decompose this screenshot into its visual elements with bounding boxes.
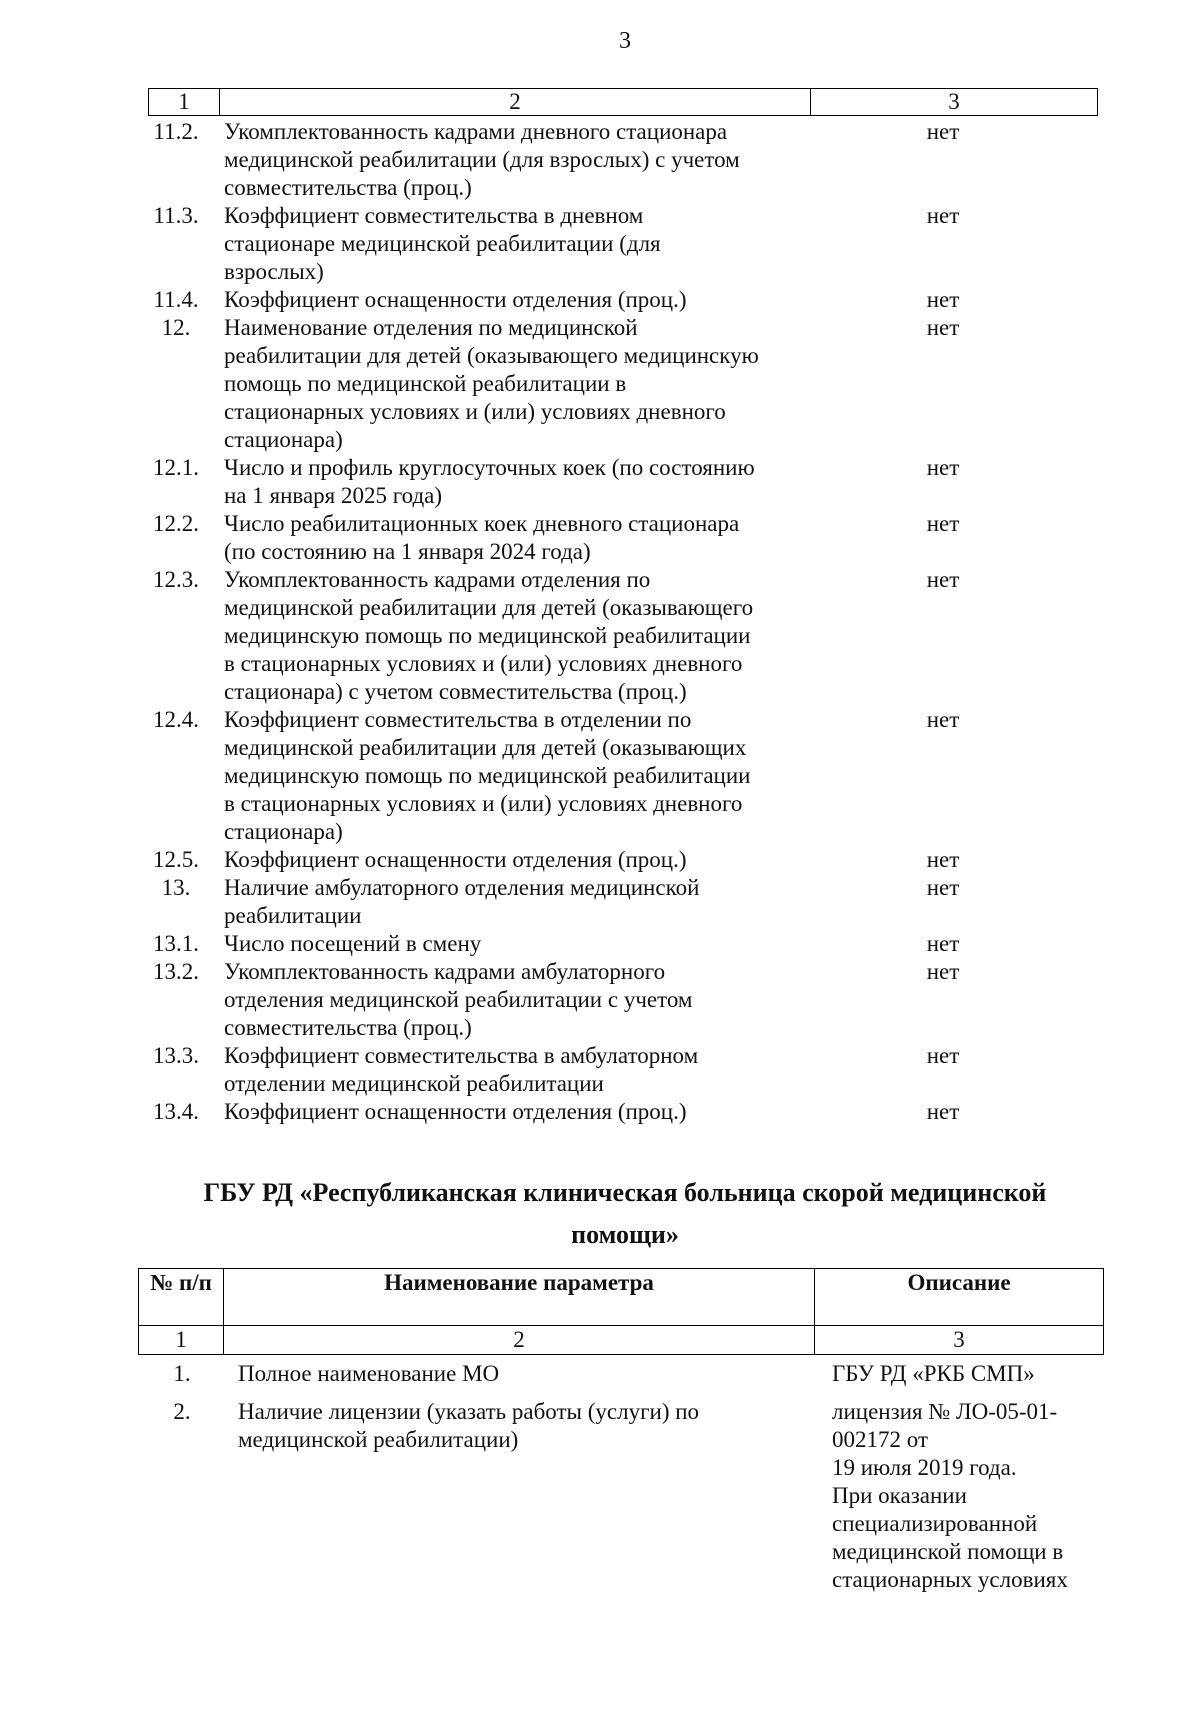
row-number: 13. <box>161 875 191 900</box>
row-number: 13.2. <box>153 959 199 984</box>
organization-parameter-list <box>138 1360 1104 1594</box>
value-line: При оказании <box>832 1483 967 1508</box>
parameter-name <box>212 1098 806 1126</box>
table-row <box>140 874 1080 930</box>
table-row <box>138 1360 1104 1388</box>
text-line: Укомплектованность кадрами отделения по <box>224 567 651 592</box>
column-index-1: 1 <box>149 89 220 116</box>
table-row <box>140 202 1080 286</box>
value-line: специализированной <box>832 1511 1038 1536</box>
parameter-value: нет <box>926 931 960 956</box>
text-line: Число посещений в смену <box>224 931 482 956</box>
text-line: Число реабилитационных коек дневного стационара <box>224 511 740 536</box>
parameter-name <box>212 706 806 846</box>
table-row <box>140 510 1080 566</box>
text-line: Полное наименование МО <box>238 1361 500 1386</box>
value-line: стационарных условиях <box>832 1567 1068 1592</box>
text-line: стационара) <box>224 427 343 452</box>
row-number: 13.1. <box>153 931 199 956</box>
text-line: Укомплектованность кадрами амбулаторного <box>224 959 666 984</box>
value-line: 19 июля 2019 года. <box>832 1455 1017 1480</box>
text-line: медицинскую помощь по медицинской реабилитации <box>224 763 751 788</box>
text-line: Коэффициент совместительства в амбулаторном <box>224 1043 699 1068</box>
row-number: 12.4. <box>153 707 199 732</box>
text-line: медицинскую помощь по медицинской реабилитации <box>224 623 751 648</box>
parameter-value: нет <box>926 875 960 900</box>
text-line: взрослых) <box>224 259 324 284</box>
text-line: (по состоянию на 1 января 2024 года) <box>224 539 591 564</box>
text-line: реабилитации для детей (оказывающего медицинскую <box>224 343 759 368</box>
parameter-name <box>212 930 806 958</box>
text-line: Коэффициент оснащенности отделения (проц.) <box>224 1099 687 1124</box>
parameter-value: нет <box>926 847 960 872</box>
text-line: Наличие амбулаторного отделения медицинской <box>224 875 700 900</box>
parameter-name <box>212 202 806 286</box>
row-number: 2. <box>173 1399 191 1424</box>
column-index-2: 2 <box>220 89 811 116</box>
text-line: Наличие лицензии (указать работы (услуги) по <box>238 1399 700 1424</box>
row-number: 13.4. <box>153 1099 199 1124</box>
text-line: Число и профиль круглосуточных коек (по состоянию <box>224 455 755 480</box>
text-line: помощь по медицинской реабилитации в <box>224 371 627 396</box>
parameter-value: нет <box>926 287 960 312</box>
value-line: медицинской помощи в <box>832 1539 1064 1564</box>
text-line: медицинской реабилитации (для взрослых) с учетом <box>224 147 740 172</box>
text-line: реабилитации <box>224 903 362 928</box>
parameter-name <box>212 874 806 930</box>
table-row <box>140 118 1080 202</box>
parameter-value: нет <box>926 315 960 340</box>
table-row <box>140 930 1080 958</box>
text-line: стационара) <box>224 819 343 844</box>
parameter-name <box>212 958 806 1042</box>
value-line: ГБУ РД «РКБ СМП» <box>832 1361 1035 1386</box>
text-line: стационарных условиях и (или) условиях дневного <box>224 399 726 424</box>
table-row <box>140 314 1080 454</box>
text-line: Коэффициент оснащенности отделения (проц.) <box>224 287 687 312</box>
text-line: медицинской реабилитации для детей (оказывающего <box>224 595 754 620</box>
text-line: Коэффициент совместительства в дневном <box>224 203 644 228</box>
text-line: медицинской реабилитации) <box>238 1427 519 1452</box>
parameter-value: нет <box>926 1099 960 1124</box>
parameter-value <box>828 1360 1102 1388</box>
parameter-value: нет <box>926 511 960 536</box>
row-number: 1. <box>173 1361 191 1386</box>
parameter-name <box>212 510 806 566</box>
value-line: лицензия № ЛО-05-01- <box>832 1399 1058 1424</box>
row-number: 11.4. <box>153 287 199 312</box>
parameter-value: нет <box>926 707 960 732</box>
text-line: Коэффициент совместительства в отделении по <box>224 707 692 732</box>
table-row <box>140 846 1080 874</box>
parameter-name <box>226 1360 828 1388</box>
value-line: 002172 от <box>832 1427 928 1452</box>
table-row <box>138 1398 1104 1594</box>
header-description: Описание <box>815 1269 1104 1326</box>
row-number: 12.1. <box>153 455 199 480</box>
parameter-name <box>212 454 806 510</box>
row-number: 12.5. <box>153 847 199 872</box>
section-title <box>150 1172 1100 1256</box>
text-line: совместительства (проц.) <box>224 1015 472 1040</box>
column-index-2: 2 <box>224 1326 815 1355</box>
parameter-value: нет <box>926 959 960 984</box>
parameter-value: нет <box>926 119 960 144</box>
parameter-value: нет <box>926 1043 960 1068</box>
table-row <box>140 1098 1080 1126</box>
parameter-name <box>212 846 806 874</box>
parameter-value: нет <box>926 455 960 480</box>
section-title-line: ГБУ РД «Республиканская клиническая больница скорой медицинской <box>203 1178 1047 1207</box>
text-line: стационара) с учетом совместительства (проц.) <box>224 679 687 704</box>
column-index-3: 3 <box>815 1326 1104 1355</box>
page-number: 3 <box>619 28 631 54</box>
parameter-value: нет <box>926 567 960 592</box>
parameter-name <box>212 314 806 454</box>
table-row <box>140 566 1080 706</box>
parameter-table-header <box>138 1268 1104 1355</box>
header-number: № п/п <box>139 1269 224 1326</box>
table-row <box>140 1042 1080 1098</box>
text-line: Укомплектованность кадрами дневного стационара <box>224 119 728 144</box>
header-parameter-name: Наименование параметра <box>224 1269 815 1326</box>
text-line: в стационарных условиях и (или) условиях дневного <box>224 651 743 676</box>
parameter-name <box>212 566 806 706</box>
text-line: отделении медицинской реабилитации <box>224 1071 604 1096</box>
section-title-line: помощи» <box>571 1220 679 1249</box>
table-row <box>140 706 1080 846</box>
row-number: 12.2. <box>153 511 199 536</box>
parameter-value: нет <box>926 203 960 228</box>
text-line: Наименование отделения по медицинской <box>224 315 638 340</box>
table-row <box>140 286 1080 314</box>
text-line: в стационарных условиях и (или) условиях дневного <box>224 791 743 816</box>
column-index-3: 3 <box>811 89 1098 116</box>
text-line: отделения медицинской реабилитации с учетом <box>224 987 693 1012</box>
row-spacer <box>138 1388 1104 1398</box>
row-number: 11.2. <box>153 119 199 144</box>
table-row <box>140 958 1080 1042</box>
text-line: Коэффициент оснащенности отделения (проц.) <box>224 847 687 872</box>
parameter-name <box>212 118 806 202</box>
text-line: на 1 января 2025 года) <box>224 483 443 508</box>
parameter-name <box>226 1398 828 1594</box>
row-number: 11.3. <box>153 203 199 228</box>
parameter-list <box>140 118 1080 1126</box>
row-number: 12.3. <box>153 567 199 592</box>
column-index-1: 1 <box>139 1326 224 1355</box>
text-line: совместительства (проц.) <box>224 175 472 200</box>
row-number: 12. <box>161 315 191 340</box>
parameter-value <box>828 1398 1102 1594</box>
parameter-name <box>212 286 806 314</box>
column-index-header <box>148 88 1098 116</box>
row-number: 13.3. <box>153 1043 199 1068</box>
table-row <box>140 454 1080 510</box>
text-line: стационаре медицинской реабилитации (для <box>224 231 661 256</box>
text-line: медицинской реабилитации для детей (оказывающих <box>224 735 747 760</box>
parameter-name <box>212 1042 806 1098</box>
